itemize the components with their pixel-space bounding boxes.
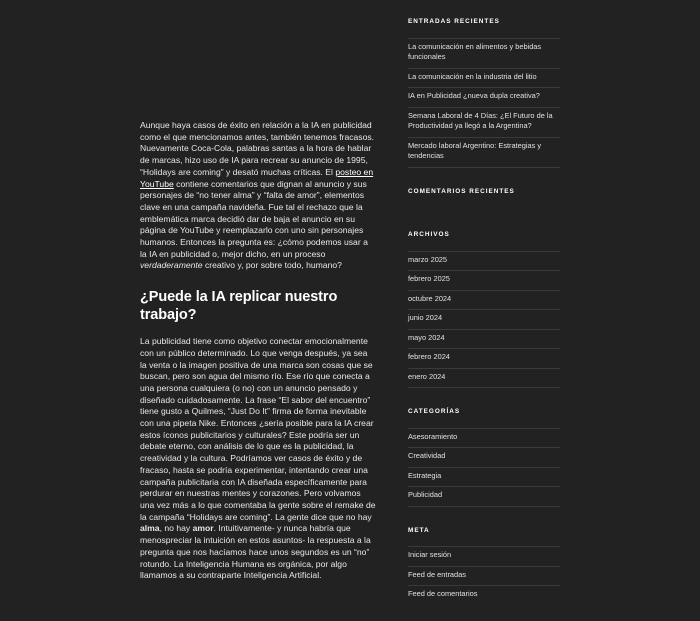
category-link[interactable]: Publicidad — [408, 490, 443, 499]
list-item — [408, 447, 560, 467]
recent-post-link[interactable]: Mercado laboral Argentino: Estrategias y tendencias — [408, 140, 542, 160]
widget-title: CATEGORÍAS — [408, 408, 461, 415]
login-link[interactable]: Iniciar sesión — [408, 550, 452, 559]
widget-title: META — [408, 526, 430, 534]
archive-link[interactable]: febrero 2025 — [408, 274, 450, 283]
recent-post-link[interactable]: La comunicación en alimentos y bebidas funcionales — [408, 41, 542, 61]
archives-widget — [408, 227, 560, 388]
list-item — [408, 87, 560, 107]
bold-text: amor — [192, 523, 214, 534]
category-link[interactable]: Asesoramiento — [408, 431, 458, 441]
paragraph-text: Aunque haya casos de éxito en relación a la IA en publicidad como el que mencionamos antes, también tenemos fracasos. Nuevamente Coca-Cola, palabras santas a la hora de hablar de marcas, hizo uso de IA para recrear su anuncio de 1995, “Holidays are coming” y desató muchas críticas. El — [140, 120, 375, 177]
archive-link[interactable]: enero 2024 — [408, 371, 446, 381]
paragraph-text: creativo y, por sobre todo, humano? — [202, 260, 342, 271]
list-item — [408, 585, 560, 605]
list-item — [408, 368, 560, 388]
article-paragraph — [140, 336, 376, 582]
list-item — [408, 467, 560, 487]
list-item — [408, 486, 560, 506]
emphasis-text: verdaderamente — [140, 260, 203, 271]
list-item — [408, 38, 560, 68]
entries-feed-link[interactable]: Feed de entradas — [408, 569, 466, 579]
paragraph-text: . Intuitivamente- y nunca habría que menospreciar la intuición en estos asuntos- la respuesta a la pregunta que nos hacíamos hace unos segundos es un “no” rotundo. La Inteligencia Humana es orgánica, por algo llamamos a su contraparte Inteligencia Artificial. — [140, 523, 371, 581]
category-link[interactable]: Creatividad — [408, 451, 446, 460]
widget-title: ENTRADAS RECIENTES — [408, 18, 500, 25]
divider — [408, 506, 560, 507]
archive-link[interactable]: mayo 2024 — [408, 332, 445, 342]
list-item — [408, 290, 560, 310]
widget-title: COMENTARIOS RECIENTES — [408, 187, 515, 195]
article-paragraph — [140, 120, 376, 272]
article-content — [140, 120, 376, 596]
recent-posts-widget — [408, 14, 560, 168]
widget-title: ARCHIVOS — [408, 231, 450, 238]
list-item — [408, 329, 560, 349]
list-item — [408, 137, 560, 167]
divider — [408, 167, 560, 168]
section-heading: ¿Puede la IA replicar nuestro trabajo? — [140, 289, 338, 324]
recent-post-link[interactable]: Semana Laboral de 4 Días: ¿El Futuro de la Productividad ya llegó a la Argentina? — [408, 110, 553, 130]
archive-link[interactable]: junio 2024 — [408, 313, 443, 322]
divider — [408, 387, 560, 388]
archive-link[interactable]: febrero 2024 — [408, 352, 450, 361]
categories-widget — [408, 404, 560, 507]
recent-post-link[interactable]: IA en Publicidad ¿nueva dupla creativa? — [408, 91, 540, 100]
list-item — [408, 68, 560, 88]
list-item — [408, 309, 560, 329]
list-item — [408, 566, 560, 586]
recent-comments-widget — [408, 184, 560, 208]
list-item — [408, 546, 560, 566]
archive-link[interactable]: octubre 2024 — [408, 293, 452, 303]
sidebar — [408, 14, 560, 621]
list-item — [408, 428, 560, 448]
meta-widget — [408, 523, 560, 605]
paragraph-text: contiene comentarios que dignan al anuncio y sus personajes de “no tener alma” y “falta de amor”, elementos clave en una campaña navideña. Fue tal el rechazo que la emblemática marca decidió dar de baja el anuncio en su página de YouTube y reemplazarlo con uno sin personajes humanos. Entonces la pregunta es: ¿cómo podemos usar a la IA en publicidad o, mejor dicho, en un proceso — [140, 178, 368, 259]
comments-feed-link[interactable]: Feed de comentarios — [408, 589, 478, 598]
archive-link[interactable]: marzo 2025 — [408, 254, 448, 264]
recent-post-link[interactable]: La comunicación en la industria del litio — [408, 71, 537, 81]
youtube-post-link[interactable]: posteo en YouTube — [140, 166, 374, 189]
list-item — [408, 251, 560, 271]
category-link[interactable]: Estrategia — [408, 470, 442, 480]
paragraph-text: , no hay — [159, 523, 193, 534]
bold-text: alma — [140, 523, 160, 534]
list-item — [408, 107, 560, 137]
paragraph-text: La publicidad tiene como objetivo conectar emocionalmente con un público determinado. Lo que venga después, ya sea la venta o la imagen positiva de una marca son cosas que se buscan, pero son agua del mismo río. Ese río que conecta a una persona cualquiera (o no) con un anuncio pensado y diseñado cuidadosamente. La frase “El sabor del encuentro” tiene gusto a Quilmes, “Just Do It” firma de forma inevitable con una pipeta Nike. Entonces ¿sería posible para la IA crear estos íconos publicitarios y culturales? Este podría ser un debate eterno, con análisis de lo que es la publicidad, la creatividad y la cultura. Podríamos ver casos de éxito y de fracaso, hasta se podría experimentar, intentando crear una campaña publicitaria con IA diseñada específicamente para perdurar en nuestras mentes y corazones. Pero volvamos una vez más a lo que comentaba la gente sobre el remake de la campaña “Holidays are coming”. La gente dice que no hay — [140, 336, 376, 522]
list-item — [408, 348, 560, 368]
list-item — [408, 270, 560, 290]
